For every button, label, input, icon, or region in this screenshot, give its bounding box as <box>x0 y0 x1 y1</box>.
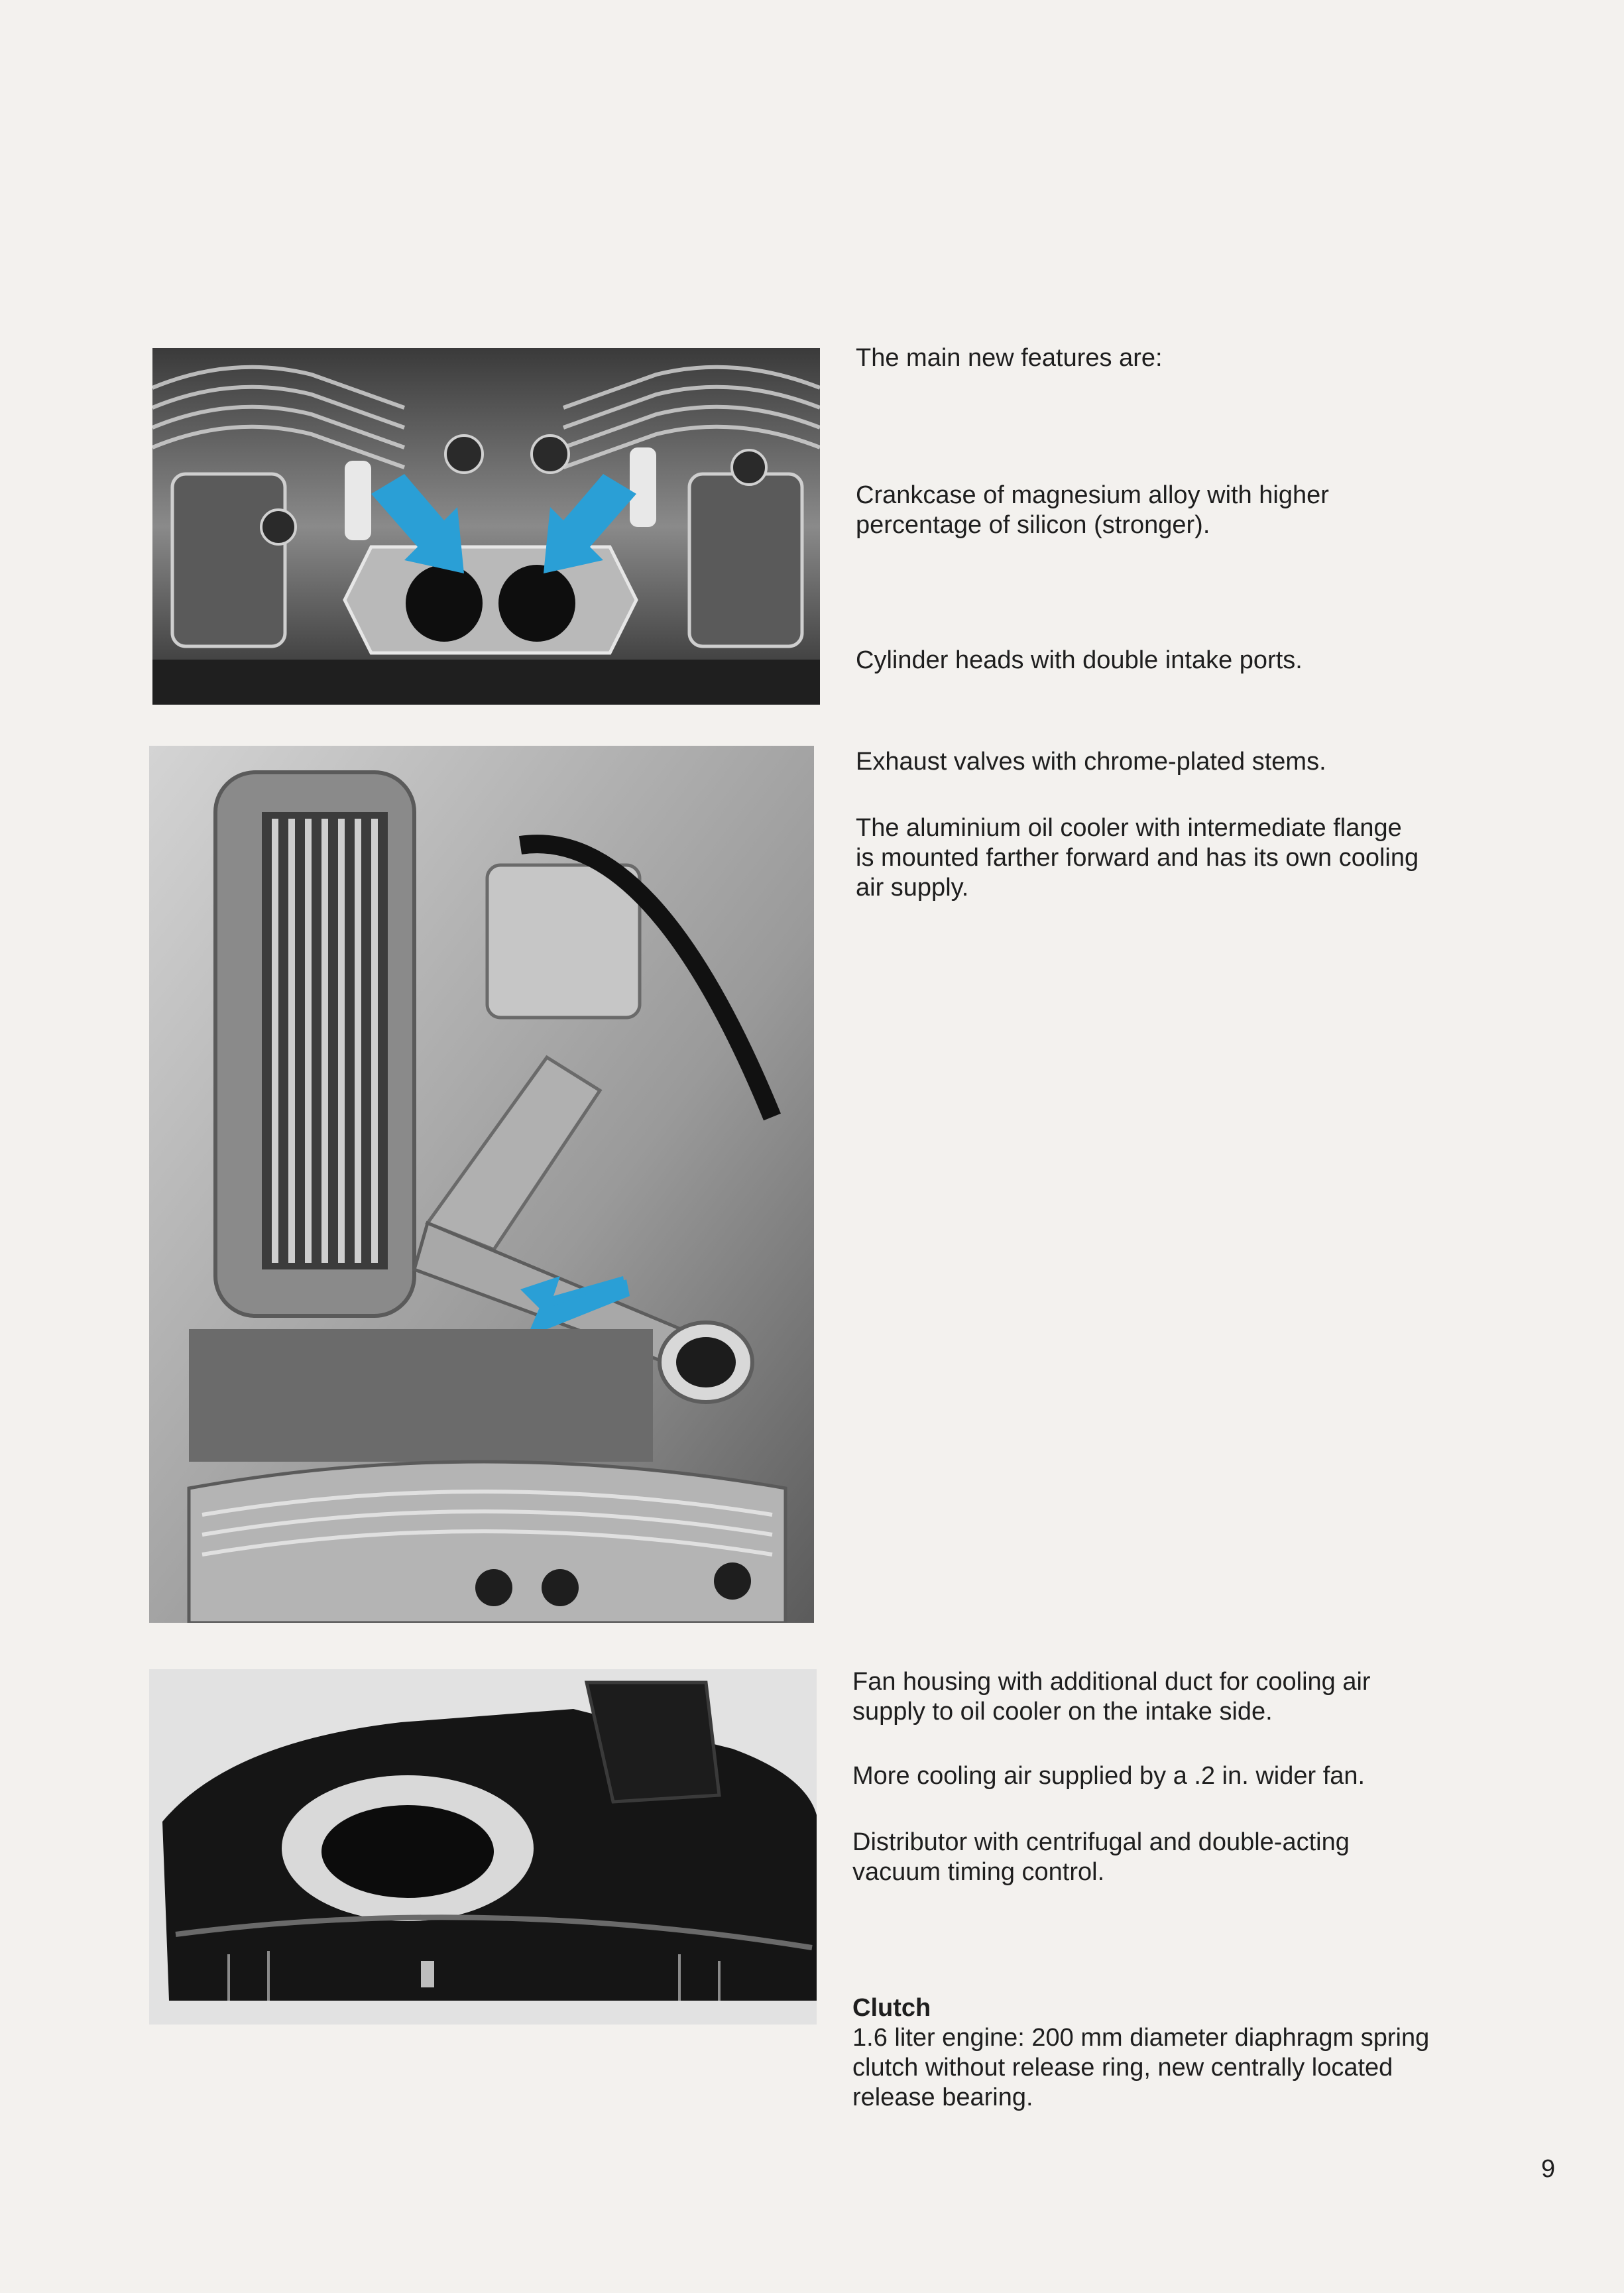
fan-housing-illustration <box>149 1669 817 2025</box>
clutch-description: 1.6 liter engine: 200 mm diameter diaphragm spring clutch without release ring, new centrally located release bearing. <box>852 2024 1430 2111</box>
exhaust-valves-feature: Exhaust valves with chrome-plated stems. <box>856 748 1326 776</box>
intro-text: The main new features are: <box>856 344 1163 372</box>
crankcase-feature: Crankcase of magnesium alloy with higher percentage of silicon (stronger). <box>856 481 1329 539</box>
oil-cooler-illustration <box>149 746 814 1623</box>
fan-housing-photo <box>149 1669 817 2025</box>
cylinder-head-illustration <box>152 348 820 705</box>
distributor-feature: Distributor with centrifugal and double-acting vacuum timing control. <box>852 1828 1350 1886</box>
oil-cooler-photo <box>149 746 814 1623</box>
fan-housing-feature: Fan housing with additional duct for cooling air supply to oil cooler on the intake side. <box>852 1668 1371 1726</box>
bleed-through-text <box>994 1140 1312 1206</box>
clutch-heading: Clutch <box>852 1994 931 2022</box>
cylinder-heads-feature: Cylinder heads with double intake ports. <box>856 646 1303 674</box>
page-number: 9 <box>1541 2155 1556 2183</box>
oil-cooler-feature: The aluminium oil cooler with intermediate flange is mounted farther forward and has its own cooling air supply. <box>856 814 1419 902</box>
fan-feature: More cooling air supplied by a .2 in. wider fan. <box>852 1762 1365 1790</box>
cylinder-head-intake-ports-photo <box>152 348 820 705</box>
